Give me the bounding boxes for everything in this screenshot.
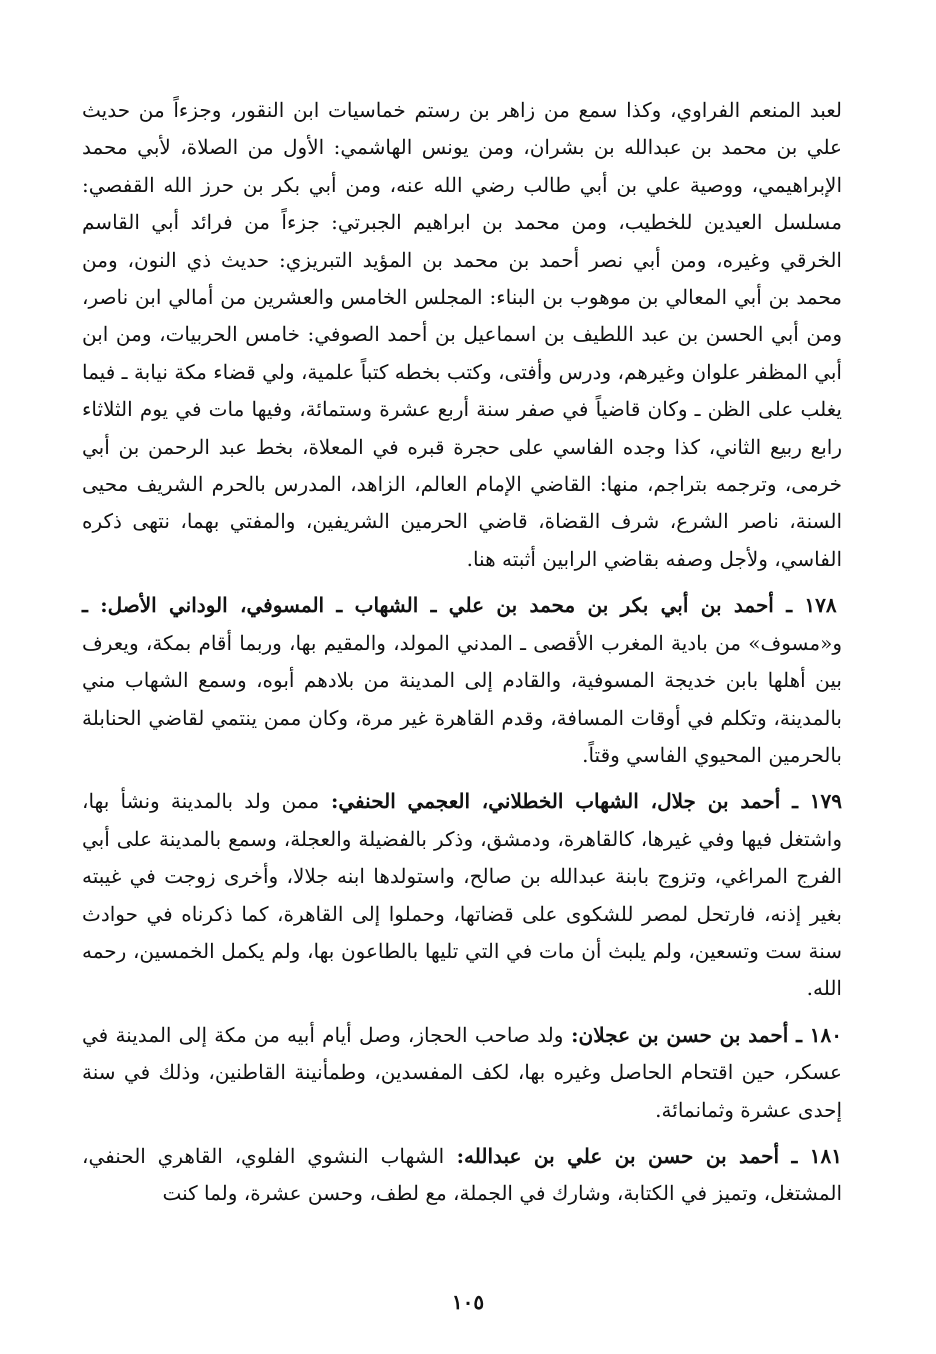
entry-heading: ١٨٠ ـ أحمد بن حسن بن عجلان: (563, 1022, 842, 1047)
entry-text: ولد صاحب الحجاز، وصل أيام أبيه من مكة إلى المدينة في عسكر، حين اقتحام الحاصل وغيره بها، لكف المفسدين، وطمأنينة القاطنين، وذلك في سنة إحدى عشرة وثمانمائة. (82, 1022, 842, 1122)
entry-180 (82, 1017, 842, 1129)
entry-text: لعبد المنعم الفراوي، وكذا سمع من زاهر بن رستم خماسيات ابن النقور، وجزءاً من حديث علي بن محمد بن عبدالله بن بشران، ومن يونس الهاشمي: الأول من الصلاة، لأبي محمد الإبراهيمي، ووصية علي بن أبي طالب رضي الله عنه، ومن أبي بكر بن حرز الله القفصي: مسلسل العيدين للخطيب، ومن محمد بن ابراهيم الجبرتي: جزءاً من فرائد أبي القاسم الخرقي وغيره، ومن أبي نصر أحمد بن محمد بن المؤيد التبريزي: حديث ذي النون، ومن محمد بن أبي المعالي بن موهوب بن البناء: المجلس الخامس والعشرين من أمالي ابن ناصر، ومن أبي الحسن بن عبد اللطيف بن اسماعيل بن أحمد الصوفي: خامس الحربيات، ومن ابن أبي المظفر علوان وغيرهم، ودرس وأفتى، وكتب بخطه كتباً علمية، ولي قضاء مكة نيابة ـ فيما يغلب على الظن ـ وكان قاضياً في صفر سنة أربع عشرة وستمائة، وفيها مات في يوم الثلاثاء رابع ربيع الثاني، كذا وجده الفاسي على حجرة قبره في المعلاة، بخط عبد الرحمن بن أبي خرمى، وترجمه بتراجم، منها: القاضي الإمام العالم، الزاهد، المدرس بالحرم الشريف محيى السنة، ناصر الشرع، شرف القضاة، قاضي الحرمين الشريفين، والمفتي بهما، نتهى ذكره الفاسي، ولأجل وصفه بقاضي الرابين أثبته هنا. (82, 98, 842, 571)
entry-heading: ١٧٩ ـ أحمد بن جلال، الشهاب الخطلاني، العجمي الحنفي: (319, 789, 843, 814)
entry-heading: ١٨١ ـ أحمد بن حسن بن علي بن عبدالله: (444, 1143, 842, 1168)
entry-text: و«مسوف» من بادية المغرب الأقصى ـ المدني المولد، والمقيم بها، وربما أقام بمكة، ويعرف بين أهلها بابن خديجة المسوفية، والقادم إلى المدينة من بلادهم أبوه، وسمع الشهاب مني بالمدينة، وتكلم في أوقات المسافة، وقدم القاهرة غير مرة، وكان ممن ينتمي لقاضي الحنابلة بالحرمين المحيوي الفاسي وقتاً. (82, 630, 842, 767)
entry-heading: ١٧٨ ـ أحمد بن أبي بكر بن محمد بن علي ـ الشهاب ـ المسوفي، الوداني الأصل: ـ (82, 593, 837, 618)
entry-179 (82, 783, 842, 1007)
page-body (82, 92, 842, 1213)
entry-181 (82, 1138, 842, 1213)
entry-text: ممن ولد بالمدينة ونشأ بها، واشتغل فيها وفي غيرها، كالقاهرة، ودمشق، وذكر بالفضيلة والعجلة، وسمع بالمدينة على أبي الفرج المراغي، وتزوج بابنة عبدالله بن صالح، واستولدها ابنه جلالا، وأخرى زوجت في غيبته بغير إذنه، فارتحل لمصر للشكوى على قضاتها، وحملوا إلى القاهرة، كما ذكرناه في حوادث سنة ست وتسعين، ولم يلبث أن مات في التي تليها بالطاعون بها، ولم يكمل الخمسين، رحمه الله. (82, 789, 842, 1001)
entry-text: الشهاب النشوي الفلوي، القاهري الحنفي، المشتغل، وتميز في الكتابة، وشارك في الجملة، مع لطف، وحسن عشرة، ولما كنت (82, 1143, 842, 1206)
page-number: ١٠٥ (451, 1290, 485, 1314)
paragraph-continuation (82, 92, 842, 578)
entry-178 (82, 587, 842, 774)
